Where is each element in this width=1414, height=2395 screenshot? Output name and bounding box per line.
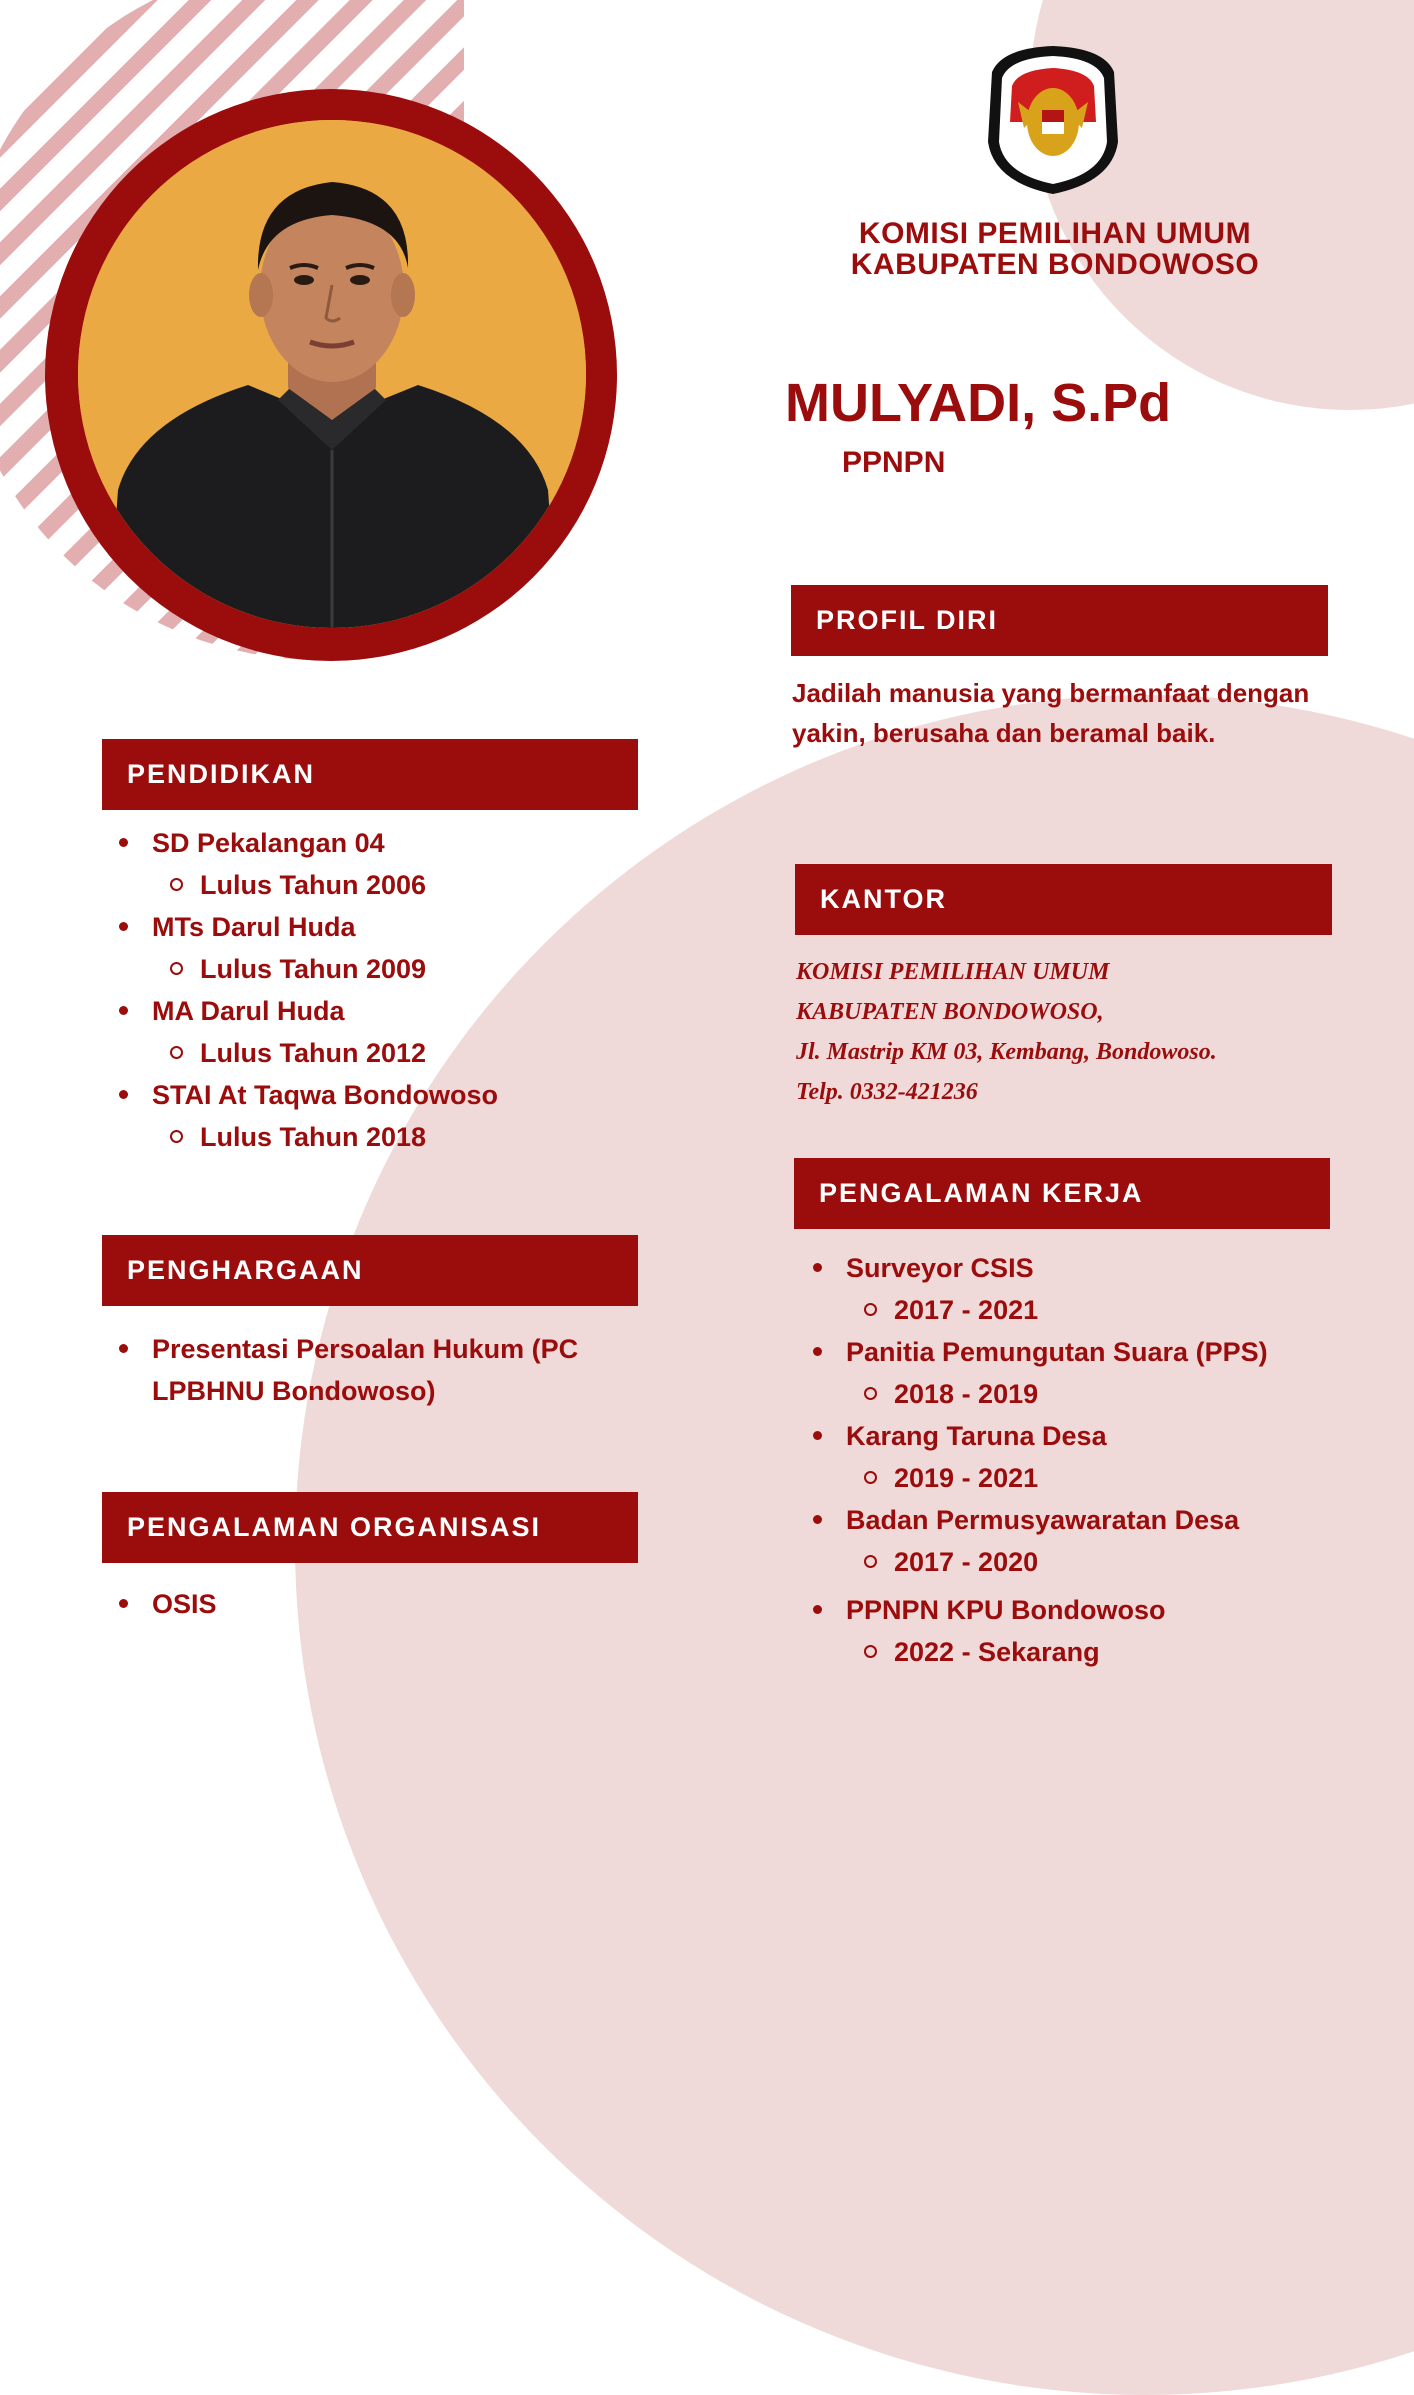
profil-text-line2: yakin, berusaha dan beramal baik. [792,718,1216,748]
kerja-list [796,1247,1268,1673]
person-name: MULYADI, S.Pd [785,373,1172,433]
person-role: PPNPN [842,446,946,479]
school-name: MTs Darul Huda [152,912,356,942]
kpu-logo [984,42,1122,198]
job-title: Karang Taruna Desa [846,1421,1107,1451]
list-item [102,822,498,906]
pendidikan-list [102,822,498,1158]
list-item: Lulus Tahun 2006 [152,864,498,906]
kantor-line: KABUPATEN BONDOWOSO, [796,999,1104,1025]
list-item: Lulus Tahun 2009 [152,948,498,990]
section-header-profil [791,585,1328,656]
school-name: MA Darul Huda [152,996,345,1026]
pendidikan-heading: PENDIDIKAN [127,759,316,789]
portrait-photo [78,120,586,628]
list-item: OSIS [102,1583,217,1625]
organisasi-heading: PENGALAMAN ORGANISASI [127,1512,542,1542]
list-item [102,1074,498,1158]
list-item: 2022 - Sekarang [846,1631,1268,1673]
kantor-line: Telp. 0332-421236 [796,1079,978,1105]
section-header-organisasi [102,1492,638,1563]
section-header-pendidikan [102,739,638,810]
list-item [796,1589,1268,1673]
list-item [102,1328,662,1412]
job-title: PPNPN KPU Bondowoso [846,1595,1166,1625]
kantor-address [796,952,1217,1112]
list-item: Lulus Tahun 2018 [152,1116,498,1158]
portrait-illustration [78,120,586,628]
list-item [102,906,498,990]
list-item: 2017 - 2021 [846,1289,1268,1331]
penghargaan-heading: PENGHARGAAN [127,1255,364,1285]
list-item: 2017 - 2020 [846,1541,1268,1583]
garuda-emblem-icon [984,42,1122,198]
penghargaan-list [102,1328,662,1412]
section-header-kantor [795,864,1332,935]
organization-title [790,218,1320,280]
section-header-penghargaan [102,1235,638,1306]
job-title: Badan Permusyawaratan Desa [846,1505,1240,1535]
list-item [796,1247,1268,1331]
section-header-kerja [794,1158,1330,1229]
kantor-line: KOMISI PEMILIHAN UMUM [796,959,1110,985]
kantor-line: Jl. Mastrip KM 03, Kembang, Bondowoso. [796,1039,1217,1065]
org-title-line2: KABUPATEN BONDOWOSO [850,248,1260,281]
profil-heading: PROFIL DIRI [816,605,999,635]
org-title-line1: KOMISI PEMILIHAN UMUM [858,217,1252,250]
award-line1: Presentasi Persoalan Hukum (PC [152,1334,579,1364]
profil-text-line1: Jadilah manusia yang bermanfaat dengan [792,678,1310,708]
organisasi-list [102,1583,217,1625]
list-item [796,1499,1268,1583]
list-item: 2019 - 2021 [846,1457,1268,1499]
list-item [796,1331,1268,1415]
job-title: Panitia Pemungutan Suara (PPS) [846,1337,1268,1367]
list-item: Lulus Tahun 2012 [152,1032,498,1074]
school-name: STAI At Taqwa Bondowoso [152,1080,498,1110]
list-item [796,1415,1268,1499]
profil-text [792,673,1309,753]
kantor-heading: KANTOR [820,884,948,914]
award-line2: LPBHNU Bondowoso) [152,1376,436,1406]
job-title: Surveyor CSIS [846,1253,1034,1283]
school-name: SD Pekalangan 04 [152,828,385,858]
kerja-heading: PENGALAMAN KERJA [819,1178,1144,1208]
list-item [102,990,498,1074]
list-item: 2018 - 2019 [846,1373,1268,1415]
